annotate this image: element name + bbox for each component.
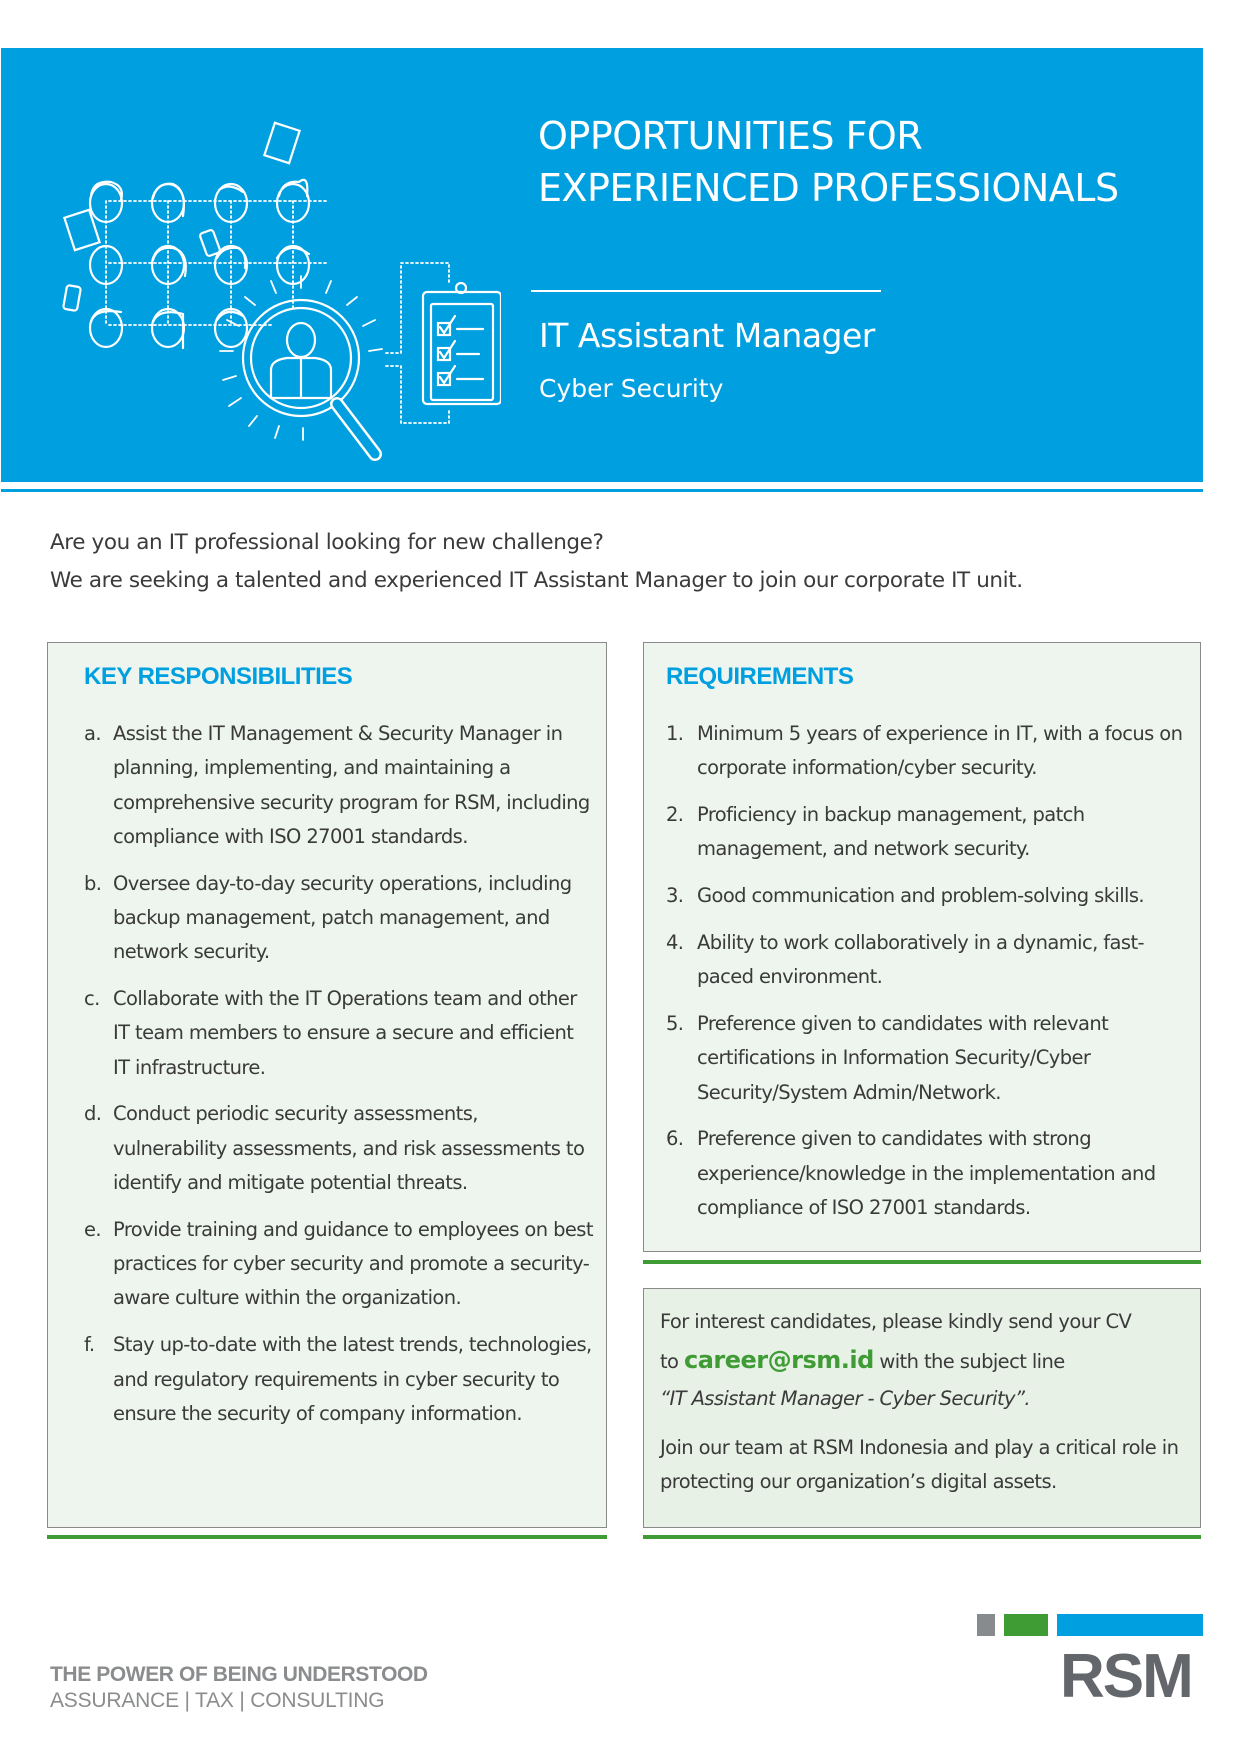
list-marker: 1. — [666, 722, 684, 745]
job-title: IT Assistant Manager — [539, 316, 875, 355]
instructions-line-1: For interest candidates, please kindly send your CV — [660, 1310, 1132, 1333]
logo-gray-block-icon — [977, 1614, 995, 1636]
logo-blue-block-icon — [1057, 1614, 1203, 1636]
list-marker: c. — [84, 987, 100, 1011]
job-department: Cyber Security — [539, 374, 724, 403]
logo-green-block-icon — [1004, 1614, 1048, 1636]
requirements-heading: REQUIREMENTS — [666, 663, 854, 690]
hero-banner — [1, 48, 1203, 482]
footer-services: ASSURANCE | TAX | CONSULTING — [50, 1689, 385, 1712]
instructions-line-2 — [660, 1341, 1190, 1381]
application-instructions — [660, 1303, 1190, 1499]
list-item-text: Minimum 5 years of experience in IT, with a focus on corporate information/cyber security. — [697, 722, 1183, 780]
page-title-line-1: OPPORTUNITIES FOR — [538, 114, 923, 158]
list-marker: d. — [84, 1102, 102, 1126]
logo-wordmark: RSM — [1060, 1642, 1192, 1711]
list-marker: 4. — [666, 930, 684, 954]
list-item — [84, 867, 594, 970]
key-responsibilities-box — [47, 642, 607, 1528]
requirements-list — [666, 717, 1196, 1238]
list-item-text: Stay up-to-date with the latest trends, technologies, and regulatory requirements in cyber security to ensure the security of company information. — [113, 1333, 592, 1425]
page-title-line-2: EXPERIENCED PROFESSIONALS — [538, 166, 1119, 210]
list-item — [84, 982, 594, 1085]
footer-tagline: THE POWER OF BEING UNDERSTOOD — [50, 1663, 428, 1686]
banner-underline — [1, 489, 1203, 492]
page-title — [538, 110, 1119, 214]
list-item-text: Preference given to candidates with strong experience/knowledge in the implementation and compliance of ISO 27001 standards. — [697, 1127, 1156, 1220]
list-item-text: Proficiency in backup management, patch management, and network security. — [697, 803, 1085, 861]
list-item-text: Conduct periodic security assessments, vulnerability assessments, and risk assessments to identify and mitigate potential threats. — [113, 1102, 585, 1195]
list-item-text: Collaborate with the IT Operations team and other IT team members to ensure a secure and efficient IT infrastructure. — [113, 987, 577, 1079]
after-email-text: with the subject line — [873, 1350, 1065, 1373]
list-marker: a. — [84, 722, 101, 745]
list-item — [84, 1328, 594, 1431]
list-item-text: Oversee day-to-day security operations, including backup management, patch management, and network security. — [113, 871, 572, 964]
list-item — [84, 717, 594, 854]
list-marker: b. — [84, 871, 102, 895]
list-marker: f. — [84, 1333, 95, 1357]
list-marker: 6. — [666, 1127, 684, 1151]
list-item — [666, 717, 1196, 786]
list-item-text: Preference given to candidates with relevant certifications in Information Security/Cyber Security/System Admin/Network. — [697, 1012, 1109, 1104]
closing-text: Join our team at RSM Indonesia and play a critical role in protecting our organization’s digital assets. — [660, 1436, 1179, 1493]
list-item-text: Provide training and guidance to employees on best practices for cyber security and promote a security-aware culture within the organization. — [113, 1217, 593, 1310]
list-item — [84, 1097, 594, 1200]
list-item — [666, 798, 1196, 867]
list-item-text: Good communication and problem-solving skills. — [697, 884, 1145, 908]
list-marker: 5. — [666, 1012, 684, 1036]
responsibilities-list — [84, 717, 594, 1444]
recruitment-illustration-icon — [31, 108, 501, 508]
list-marker: 3. — [666, 884, 684, 908]
list-marker: 2. — [666, 803, 684, 827]
list-item — [666, 926, 1196, 995]
to-prefix: to — [660, 1350, 684, 1373]
contact-green-rule — [643, 1535, 1201, 1539]
requirements-green-rule — [643, 1260, 1201, 1264]
intro-text — [50, 524, 1023, 600]
list-item — [84, 1213, 594, 1316]
list-marker: e. — [84, 1217, 101, 1241]
responsibilities-green-rule — [47, 1535, 607, 1539]
list-item-text: Ability to work collaboratively in a dynamic, fast-paced environment. — [697, 930, 1144, 989]
requirements-box — [643, 642, 1201, 1252]
application-instructions-box — [643, 1288, 1201, 1528]
list-item — [666, 1007, 1196, 1110]
intro-line-1: Are you an IT professional looking for new challenge? — [50, 530, 604, 555]
intro-line-2: We are seeking a talented and experienced IT Assistant Manager to join our corporate IT unit. — [50, 568, 1023, 593]
list-item — [666, 1122, 1196, 1225]
email-subject-line: “IT Assistant Manager - Cyber Security”. — [660, 1387, 1031, 1410]
list-item-text: Assist the IT Management & Security Manager in planning, implementing, and maintaining a comprehensive security program for RSM, including compliance with ISO 27001 standards. — [113, 722, 590, 848]
key-responsibilities-heading: KEY RESPONSIBILITIES — [84, 663, 353, 690]
career-email-link[interactable]: career@rsm.id — [683, 1346, 874, 1374]
list-item — [666, 879, 1196, 913]
hero-divider — [531, 290, 881, 292]
